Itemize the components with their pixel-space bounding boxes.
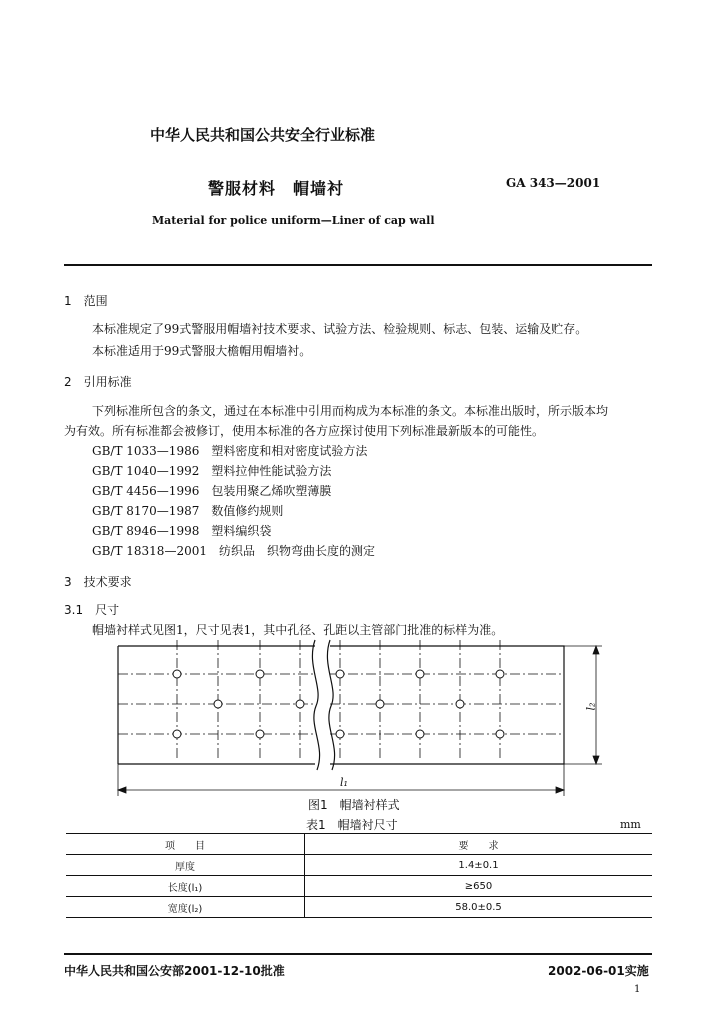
english-title: Material for police uniform—Liner of cap wall xyxy=(152,214,435,227)
section-1-paragraph: 本标准规定了99式警服用帽墙衬技术要求、试验方法、检验规则、标志、包装、运输及贮存。 xyxy=(92,322,588,336)
table-caption: 表1 帽墙衬尺寸 xyxy=(306,818,398,832)
approval-line: 中华人民共和国公安部2001-12-10批准 xyxy=(64,964,285,978)
section-3-1-text: 帽墙衬样式见图1，尺寸见表1，其中孔径、孔距以主管部门批准的标样为准。 xyxy=(92,623,504,637)
figure-caption: 图1 帽墙衬样式 xyxy=(308,798,400,812)
standard-code: GA 343—2001 xyxy=(506,176,601,190)
table-row xyxy=(66,855,652,876)
section-2-intro: 为有效。所有标准都会被修订，使用本标准的各方应探讨使用下列标准最新版本的可能性。 xyxy=(64,424,545,438)
dimension-label-l1: l₁ xyxy=(340,776,348,789)
table-cell: 宽度(l₂) xyxy=(66,897,305,918)
table-cell: 1.4±0.1 xyxy=(305,855,653,876)
reference-item: GB/T 8946—1998 塑料编织袋 xyxy=(92,524,272,538)
implementation-date: 2002-06-01实施 xyxy=(548,964,649,978)
reference-item: GB/T 1033—1986 塑料密度和相对密度试验方法 xyxy=(92,444,368,458)
table-row xyxy=(66,876,652,897)
reference-item: GB/T 4456—1996 包装用聚乙烯吹塑薄膜 xyxy=(92,484,332,498)
header-cell: 项 目 xyxy=(66,834,305,855)
reference-item: GB/T 1040—1992 塑料拉伸性能试验方法 xyxy=(92,464,332,478)
table-cell: ≥650 xyxy=(305,876,653,897)
issuer-title: 中华人民共和国公共安全行业标准 xyxy=(150,126,376,144)
footer-rule xyxy=(64,953,652,955)
section-1-heading: 1 范围 xyxy=(64,294,108,308)
table-unit: mm xyxy=(620,818,641,831)
table-header-row xyxy=(66,834,652,855)
table-row xyxy=(66,897,652,918)
table-cell: 厚度 xyxy=(66,855,305,876)
section-3-1-heading: 3.1 尺寸 xyxy=(64,603,120,617)
table-cell: 58.0±0.5 xyxy=(305,897,653,918)
reference-item: GB/T 18318—2001 纺织品 织物弯曲长度的测定 xyxy=(92,544,375,558)
page-number: 1 xyxy=(634,984,641,995)
cap-liner-figure xyxy=(80,636,620,804)
header-cell: 要 求 xyxy=(305,834,653,855)
section-1-paragraph: 本标准适用于99式警服大檐帽用帽墙衬。 xyxy=(92,344,312,358)
section-2-intro: 下列标准所包含的条文，通过在本标准中引用而构成为本标准的条文。本标准出版时，所示版本均 xyxy=(92,404,609,418)
table-cell: 长度(l₁) xyxy=(66,876,305,897)
reference-item: GB/T 8170—1987 数值修约规则 xyxy=(92,504,284,518)
dimension-label-l2: l₂ xyxy=(584,702,598,711)
document-title: 警服材料 帽墙衬 xyxy=(208,179,345,198)
dimension-table xyxy=(66,833,652,918)
header-rule xyxy=(64,264,652,266)
section-3-heading: 3 技术要求 xyxy=(64,575,132,589)
section-2-heading: 2 引用标准 xyxy=(64,375,132,389)
